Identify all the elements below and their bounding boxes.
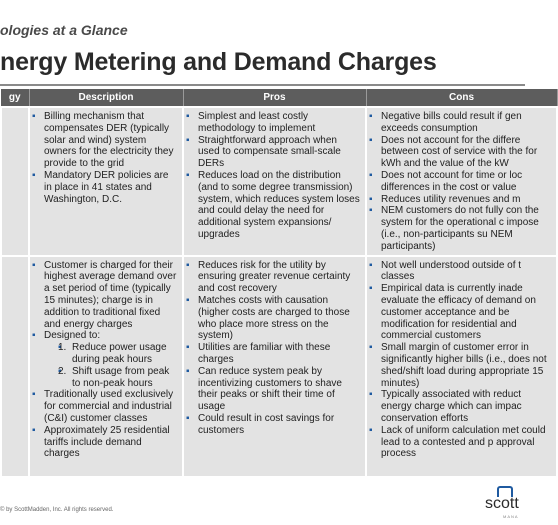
sub-list [44, 342, 177, 389]
pros-cell [183, 256, 366, 477]
list-item: ▪ NEM customers do not fully con the system for the operational c impose (i.e., non-participants su NEM participants) [369, 205, 551, 252]
section-kicker: ologies at a Glance [0, 22, 128, 38]
list-item: ▪ Small margin of customer error in significantly higher bills (i.e., does not shed/shift load during appropriate 15 minutes) [369, 342, 551, 389]
cons-cell [366, 256, 557, 477]
row-label-cell [1, 256, 29, 477]
list-item: ▪ Lack of uniform calculation met could lead to a contested and p approval process [369, 425, 551, 460]
list-item: ▪ Mandatory DER policies are in place in 41 states and Washington, D.C. [32, 170, 177, 205]
pros-cell [183, 107, 366, 256]
comparison-table [0, 89, 558, 478]
list-item: ▪ Straightforward approach when used to compensate small-scale DERs [186, 135, 360, 170]
sub-list-number: ▪ 1. [58, 342, 67, 354]
list-item: ▪ Could result in cost savings for customers [186, 413, 360, 437]
list-item: ▪ Does not account for the differe between cost of service with the for kWh and the value of the kW [369, 135, 551, 170]
list-item: ▪ Approximately 25 residential tariffs include demand charges [32, 425, 177, 460]
table-header-row [1, 89, 557, 107]
list-item: ▪ Typically associated with reduct energy charge which can impac conservation efforts [369, 389, 551, 424]
copyright-footer: © by ScottMadden, Inc. All rights reserved. [0, 507, 114, 513]
header-technology: gy [1, 89, 29, 107]
list-item: ▪ Reduces risk for the utility by ensuring greater revenue certainty and cost recovery [186, 260, 360, 295]
table-row-demand-charges [1, 256, 557, 477]
list-item: ▪ Utilities are familiar with these charges [186, 342, 360, 366]
list-item: ▪ Negative bills could result if gen exceeds consumption [369, 111, 551, 135]
list-item: ▪ Reduces utility revenues and m [369, 194, 551, 206]
logo-wordmark: scott [485, 495, 519, 512]
logo-tagline: MANA [503, 514, 519, 519]
title-divider [0, 84, 525, 86]
list-item: ▪ Reduces load on the distribution (and to some degree transmission) system, which reduces system loses and could delay the need for additional system expansions/ upgrades [186, 170, 360, 241]
list-item: ▪ Empirical data is currently inade evaluate the efficacy of demand on customer acceptance and be modification for residential and commercial customers [369, 283, 551, 342]
list-item: ▪ Billing mechanism that compensates DER (typically solar and wind) system owners for the electricity they provide to the grid [32, 111, 177, 170]
company-logo [483, 487, 533, 521]
list-item: ▪ Customer is charged for their highest average demand over a set period of time (typically 15 minutes); charge is in addition to traditional fixed and energy charges [32, 260, 177, 331]
header-cons: Cons [366, 89, 557, 107]
description-cell [29, 256, 183, 477]
list-item: ▪ Simplest and least costly methodology to implement [186, 111, 360, 135]
slide-title: nergy Metering and Demand Charges [0, 48, 437, 76]
list-item [32, 330, 177, 389]
cons-cell [366, 107, 557, 256]
list-item: ▪ Does not account for time or loc differences in the cost or value [369, 170, 551, 194]
sub-list-text: Reduce power usage during peak hours [72, 342, 167, 365]
header-pros: Pros [183, 89, 366, 107]
header-description: Description [29, 89, 183, 107]
list-item-text: Designed to: [44, 330, 101, 342]
list-item: ▪ Traditionally used exclusively for commercial and industrial (C&I) customer classes [32, 389, 177, 424]
list-item: ▪ Can reduce system peak by incentivizing customers to shave their peaks or shift their time of usage [186, 366, 360, 413]
sub-list-item [58, 342, 177, 366]
list-item: ▪ Matches costs with causation (higher costs are charged to those who place more stress on the system) [186, 295, 360, 342]
description-cell [29, 107, 183, 256]
table-row-net-metering [1, 107, 557, 256]
sub-list-item [58, 366, 177, 390]
row-label-cell [1, 107, 29, 256]
sub-list-number: ▪ 2. [58, 365, 67, 377]
list-item: ▪ Not well understood outside of t classes [369, 260, 551, 284]
sub-list-text: Shift usage from peak to non-peak hours [72, 365, 170, 389]
